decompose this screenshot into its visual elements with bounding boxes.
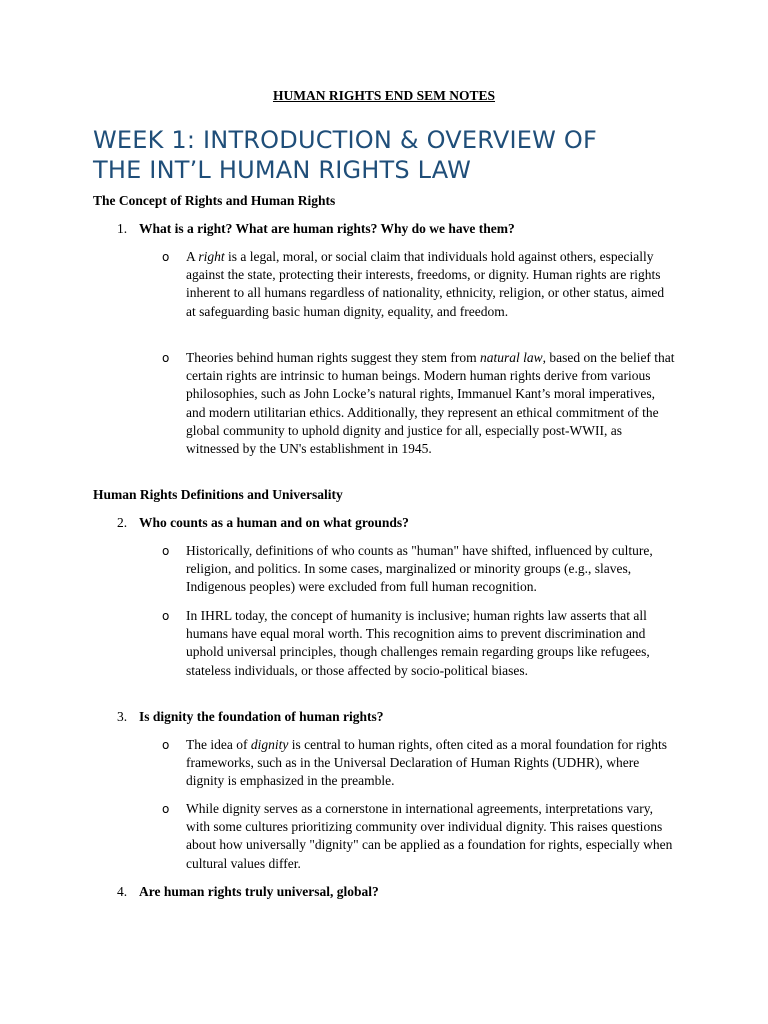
question-text: Are human rights truly universal, global? bbox=[139, 884, 379, 899]
bullet-item bbox=[162, 607, 677, 680]
bullet-item bbox=[162, 248, 677, 321]
bullet-marker: o bbox=[162, 738, 170, 752]
question-text: Who counts as a human and on what grounds? bbox=[139, 515, 409, 530]
bullet-text: Historically, definitions of who counts as "human" have shifted, influenced by culture, religion, and politics. In some cases, marginalized or minority groups (e.g., slaves, Indigenous peoples) were excluded from full human recognition. bbox=[186, 543, 653, 595]
question-text: Is dignity the foundation of human rights? bbox=[139, 709, 384, 724]
bullet-text: While dignity serves as a cornerstone in international agreements, interpretations vary, with some cultures prioritizing community over individual dignity. This raises questions about how universally "dignity" can be applied as a foundation for rights, especially when cultural values differ. bbox=[186, 801, 673, 871]
question-item bbox=[117, 708, 697, 726]
bullet-text: In IHRL today, the concept of humanity is inclusive; human rights law asserts that all humans have equal moral worth. This recognition aims to prevent discrimination and uphold universal principles, though challenges remain regarding groups like refugees, stateless individuals, or those affected by socio-political biases. bbox=[186, 608, 650, 678]
question-number: 1. bbox=[117, 221, 128, 236]
section-heading: The Concept of Rights and Human Rights bbox=[93, 193, 336, 208]
bullet-text: A right is a legal, moral, or social claim that individuals hold against others, especially against the state, protecting their interests, freedoms, or dignity. Human rights are rights inherent to all humans regardless of nationality, ethnicity, religion, or other status, aimed at safeguarding basic human dignity, equality, and freedom. bbox=[186, 249, 665, 319]
bullet-emphasis: natural law bbox=[479, 350, 543, 365]
week-heading-line-1: WEEK 1: INTRODUCTION & OVERVIEW OF bbox=[93, 126, 597, 154]
bullet-marker: o bbox=[162, 609, 170, 623]
bullet-emphasis: dignity bbox=[250, 737, 289, 752]
week-heading-line-2: THE INT’L HUMAN RIGHTS LAW bbox=[93, 156, 472, 184]
week-heading bbox=[93, 125, 693, 185]
bullet-item bbox=[162, 800, 677, 873]
question-item bbox=[117, 514, 697, 532]
bullet-marker: o bbox=[162, 351, 170, 365]
section-heading: Human Rights Definitions and Universality bbox=[93, 487, 343, 502]
bullet-item bbox=[162, 542, 677, 597]
question-number: 2. bbox=[117, 515, 128, 530]
question-number: 3. bbox=[117, 709, 128, 724]
question-item bbox=[117, 220, 697, 238]
bullet-marker: o bbox=[162, 544, 170, 558]
bullet-emphasis: right bbox=[198, 249, 225, 264]
bullet-text: The idea of dignity is central to human rights, often cited as a moral foundation for rights frameworks, such as in the Universal Declaration of Human Rights (UDHR), where dignity is emphasized in the preamble. bbox=[186, 737, 667, 789]
bullet-text: Theories behind human rights suggest they stem from natural law, based on the belief that certain rights are intrinsic to human beings. Modern human rights derive from various philosophies, such as John Locke’s natural rights, Immanuel Kant’s moral imperatives, and modern utilitarian ethics. Additionally, they represent an ethical commitment of the global community to uphold dignity and justice for all, especially post-WWII, as witnessed by the UN's establishment in 1945. bbox=[186, 350, 675, 457]
bullet-item bbox=[162, 736, 677, 791]
bullet-item bbox=[162, 349, 677, 458]
bullet-marker: o bbox=[162, 802, 170, 816]
question-number: 4. bbox=[117, 884, 128, 899]
bullet-marker: o bbox=[162, 250, 170, 264]
question-item bbox=[117, 883, 697, 901]
document-title: HUMAN RIGHTS END SEM NOTES bbox=[272, 88, 496, 103]
question-text: What is a right? What are human rights? Why do we have them? bbox=[139, 221, 515, 236]
